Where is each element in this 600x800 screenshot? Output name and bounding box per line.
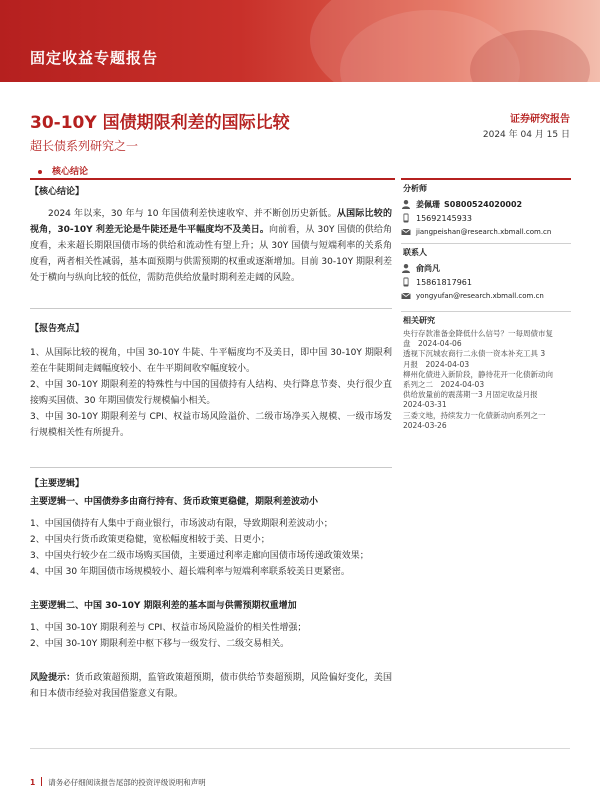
risk-label: 风险提示：: [30, 673, 76, 683]
related-link[interactable]: 供给放量前的震荡期一3 月固定收益月报: [403, 390, 538, 400]
list-item: 4、中国 30 年期国债市场规模较小、超长端利率与短端利率联系较美日更紧密。: [30, 567, 350, 577]
contact-email[interactable]: yongyufan@research.xbmall.com.cn: [416, 291, 544, 300]
email-icon: [401, 291, 411, 301]
logic2-list: [30, 620, 392, 652]
section-heading: 【报告亮点】: [30, 324, 85, 334]
logic-title: 主要逻辑二、中国 30-10Y 期限利差的基本面与供需预期权重增加: [30, 601, 297, 611]
related-link[interactable]: 2024-03-31: [403, 400, 447, 410]
section-heading: 【主要逻辑】: [30, 479, 85, 489]
report-title: 30-10Y 国债期限利差的国际比较: [30, 113, 290, 133]
list-item: 3、中国央行较少在二级市场购买国债，主要通过利率走廊向国债市场传递政策效果；: [30, 551, 369, 561]
analyst-phone-row: [401, 211, 571, 225]
phone-icon: [401, 277, 411, 287]
list-item: 1、中国国债持有人集中于商业银行，市场波动有限，导致期限利差波动小；: [30, 519, 333, 529]
header-banner: [0, 0, 600, 82]
contact-phone-row: [401, 275, 571, 289]
phone-icon: [401, 213, 411, 223]
related-link[interactable]: 2024-03-26: [403, 420, 447, 430]
bullet-icon: [38, 170, 42, 174]
list-item: 2、中国 30-10Y 期限利差中枢下移与一级发行、二级交易相关。: [30, 639, 290, 649]
divider: [30, 178, 395, 180]
list-item: 1、中国 30-10Y 期限利差与 CPI、权益市场风险溢价的相关性增强；: [30, 623, 307, 633]
header-title: 固定收益专题报告: [30, 49, 159, 67]
list-item: 3、中国 30-10Y 期限利差与 CPI、权益市场风险溢价、二级市场净买入规模、一级市场发行规模相关性有所提升。: [30, 412, 392, 438]
list-item: 1、从国际比较的视角，中国 30-10Y 牛陡、牛平幅度均不及美日，即中国 30-10Y 期限利差在牛陡期间走阔幅度较小、在牛平期间收窄幅度较小。: [30, 348, 392, 374]
related-link[interactable]: 央行存款准备金降低什么信号？一每周债市复: [403, 329, 553, 338]
related-link[interactable]: 系列之二 2024-04-03: [403, 380, 485, 390]
footer-disclaimer: 请务必仔细阅读报告尾部的投资评级说明和声明: [48, 778, 206, 787]
analyst-name: 姜佩珊: [416, 199, 440, 209]
footer-divider: [30, 748, 570, 749]
section-heading: 【核心结论】: [30, 187, 85, 197]
footer-separator: [41, 777, 42, 786]
analyst-phone: 15692145933: [416, 213, 472, 223]
analyst-heading: 分析师: [401, 178, 571, 197]
divider: [30, 308, 392, 309]
risk-warning: [30, 670, 392, 702]
divider: [401, 243, 571, 244]
list-item: 2、中国央行货币政策更稳健，宽松幅度相较于美、日更小；: [30, 535, 270, 545]
person-icon: [401, 199, 411, 209]
related-research-list: [401, 329, 571, 431]
main-content: [30, 184, 392, 702]
core-label-text: 核心结论: [52, 167, 89, 177]
contact-name: 俞尚凡: [416, 263, 440, 273]
core-emphasis: 从国际比较的视角，30-10Y 利差无论是牛陡还是牛平幅度均不及美日。: [30, 209, 392, 235]
related-link[interactable]: 盘 2024-04-06: [403, 339, 462, 349]
divider: [30, 467, 392, 468]
core-text: 2024 年以来，30 年与 10 年国债利差快速收窄、并不断创历史新低。: [48, 209, 337, 219]
contact-email-row: [401, 289, 571, 303]
related-link[interactable]: 柳州化债进入新阶段，静待花开一化债新动向: [403, 369, 553, 379]
page-number: 1: [30, 778, 36, 787]
email-icon: [401, 227, 411, 237]
highlights-list: [30, 345, 392, 441]
related-link[interactable]: 透视下沉城农商行二永债一资本补充工具 3: [403, 349, 546, 359]
report-subtitle: 超长债系列研究之一: [30, 139, 139, 153]
contact-phone: 15861817961: [416, 277, 472, 287]
report-date: 2024 年 04 月 15 日: [482, 130, 570, 140]
related-link[interactable]: 月报 2024-04-03: [403, 359, 470, 369]
contact-heading: 联系人: [403, 248, 427, 257]
analyst-name-row: [401, 197, 571, 211]
analyst-cert: S0800524020002: [444, 199, 523, 209]
analyst-email-row: [401, 225, 571, 239]
contact-name-row: [401, 261, 571, 275]
logic1-list: [30, 516, 392, 580]
core-text: 向前看，从 30Y 国债的供给角度看，未来超长期限国债市场的供给和流动性有望上升；从 30Y 国债与短端利率的关系角度看，两者相关性减弱，基本面预期与供需预期的权重或逐渐增加。目前 30-10Y 期限利差处于横向与纵向比较的低位，需防范供给放量时期利差走阔的风险。: [30, 225, 392, 283]
divider: [401, 311, 571, 312]
person-icon: [401, 263, 411, 273]
report-type: 证券研究报告: [510, 114, 570, 125]
related-heading: 相关研究: [403, 316, 435, 325]
sidebar: [401, 178, 571, 431]
related-link[interactable]: 三委文地，持续发力一化债新动向系列之一: [403, 410, 546, 420]
core-paragraph: [30, 206, 392, 286]
footer: [30, 777, 206, 788]
logic-title: 主要逻辑一、中国债券多由商行持有、货币政策更稳健，期限利差波动小: [30, 497, 319, 507]
core-conclusion-label: [38, 164, 88, 177]
list-item: 2、中国 30-10Y 期限利差的特殊性与中国的国债持有人结构、央行降息节奏、央行很少直接购买国债、30 年期国债发行规模偏小相关。: [30, 380, 392, 406]
risk-text: 货币政策超预期，监管政策超预期，债市供给节奏超预期，风险偏好变化，美国和日本债市经验对我国借鉴意义有限。: [30, 673, 392, 699]
analyst-email[interactable]: jiangpeishan@research.xbmall.com.cn: [416, 227, 552, 236]
